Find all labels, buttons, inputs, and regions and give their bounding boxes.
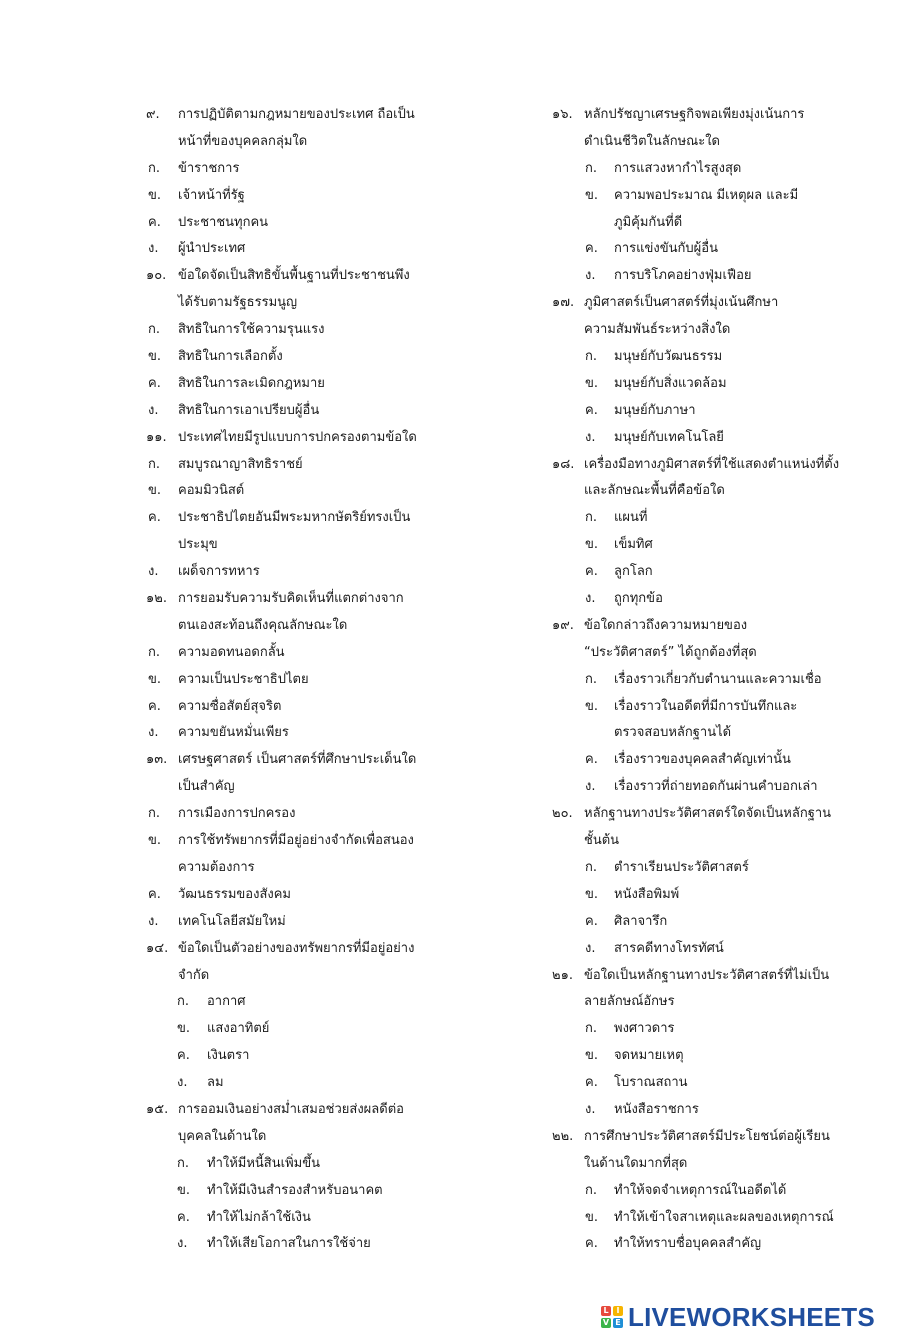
option-item [146,667,446,694]
option-text: หนังสือราชการ [614,1101,699,1117]
question-text: จำกัด [178,967,210,983]
option-item [146,640,446,667]
option-item [552,236,852,263]
option-item [146,1070,446,1097]
option-text: ทำให้มีเงินสำรองสำหรับอนาคต [207,1182,383,1198]
question-line [146,425,446,452]
option-item [552,1178,852,1205]
question-number: ๒๐. [552,806,573,822]
option-item [552,532,852,559]
option-item [146,989,446,1016]
option-text: เผด็จการทหาร [178,564,260,580]
question-text: การออมเงินอย่างสม่ำเสมอช่วยส่งผลดีต่อ [178,1101,404,1117]
question-line [146,129,446,156]
option-item [552,1016,852,1043]
option-letter: ค. [177,1209,190,1225]
question-text: เป็นสำคัญ [178,779,235,795]
question-number: ๑๘. [552,456,575,472]
option-text: การใช้ทรัพยากรที่มีอยู่อย่างจำกัดเพื่อสนอง [178,833,414,849]
question-number: ๑๙. [552,617,574,633]
option-letter: ข. [148,833,162,849]
question-text: ลายลักษณ์อักษร [584,994,675,1010]
option-item [146,909,446,936]
option-text: ความเป็นประชาธิปไตย [178,671,309,687]
question-line [552,801,852,828]
question-number: ๙. [146,107,160,122]
option-item [146,452,446,479]
option-text: เทคโนโลยีสมัยใหม่ [178,913,286,929]
option-text: มนุษย์กับเทคโนโลยี [614,429,724,445]
option-item [146,183,446,210]
option-text: หนังสือพิมพ์ [614,886,680,902]
question-block [552,102,852,290]
right-column [552,102,852,1258]
option-letter: ง. [585,940,596,956]
left-column [146,102,446,1258]
option-item [146,1178,446,1205]
option-text: สิทธิในการละเมิดกฎหมาย [178,375,325,391]
option-item [146,1016,446,1043]
question-text: เศรษฐศาสตร์ เป็นศาสตร์ที่ศึกษาประเด็นใด [178,752,417,768]
question-text: ข้อใดจัดเป็นสิทธิขั้นพื้นฐานที่ประชาชนพึง [178,268,410,284]
question-block [146,936,446,1097]
option-letter: ค. [585,1075,598,1091]
option-letter: ข. [148,187,162,203]
question-line [552,1151,852,1178]
option-letter: ข. [177,1021,191,1037]
option-item [146,559,446,586]
option-letter: ก. [177,994,190,1010]
question-line [552,1124,852,1151]
option-item [552,694,852,721]
option-text-continued: ประมุข [178,537,218,553]
option-text: ลม [207,1075,224,1091]
option-text: สิทธิในการเลือกตั้ง [178,349,283,365]
option-letter: ก. [148,456,161,472]
option-item [146,505,446,532]
option-item [146,694,446,721]
option-text: ทำให้มีหนี้สินเพิ่มขึ้น [207,1155,320,1171]
option-letter: ง. [177,1236,188,1252]
question-line [146,774,446,801]
option-letter: ง. [148,564,159,580]
option-text: เข็มทิศ [614,537,653,553]
question-text: และลักษณะพื้นที่คือข้อใด [584,483,725,499]
option-item [552,1043,852,1070]
question-text: ความสัมพันธ์ระหว่างสิ่งใด [584,322,731,338]
option-letter: ก. [148,806,161,822]
option-item [552,559,852,586]
option-item [552,909,852,936]
option-text: เรื่องราวในอดีตที่มีการบันทึกและ [614,698,798,714]
option-letter: ค. [148,510,161,526]
question-text: หน้าที่ของบุคคลกลุ่มใด [178,133,308,149]
option-text: ลูกโลก [614,564,653,580]
option-letter: ข. [585,375,599,391]
question-text: การศึกษาประวัติศาสตร์มีประโยชน์ต่อผู้เรียน [584,1128,830,1144]
option-item [146,398,446,425]
option-item [552,1231,852,1258]
option-letter: ค. [585,913,598,929]
option-item [552,344,852,371]
question-text: ภูมิศาสตร์เป็นศาสตร์ที่มุ่งเน้นศึกษา [584,295,779,311]
option-text: ความขยันหมั่นเพียร [178,725,289,741]
option-text: เรื่องราวเกี่ยวกับตำนานและความเชื่อ [614,671,822,687]
question-line [552,478,852,505]
option-letter: ค. [585,241,598,257]
option-item [552,1097,852,1124]
option-letter: ค. [148,214,161,230]
question-text: ในด้านใดมากที่สุด [584,1155,688,1171]
option-item [552,1205,852,1232]
option-continuation [146,855,446,882]
question-text: ดำเนินชีวิตในลักษณะใด [584,133,720,149]
question-block [146,102,446,263]
option-item [146,1231,446,1258]
question-block [146,586,446,747]
question-line [552,640,852,667]
option-text: แผนที่ [614,510,648,526]
option-letter: ง. [585,591,596,607]
question-line [146,263,446,290]
question-number: ๑๑. [146,429,167,445]
option-text: การแข่งขันกับผู้อื่น [614,241,718,257]
option-item [146,720,446,747]
option-letter: ข. [585,537,599,553]
question-line [146,586,446,613]
question-block [552,452,852,613]
option-letter: ก. [148,644,161,660]
option-text: การแสวงหากำไรสูงสุด [614,160,742,176]
option-item [146,1043,446,1070]
question-text: ข้อใดเป็นหลักฐานทางประวัติศาสตร์ที่ไม่เป็น [584,967,830,983]
option-item [552,425,852,452]
option-item [146,344,446,371]
option-text: ตำราเรียนประวัติศาสตร์ [614,859,749,875]
question-text: ชั้นต้น [584,833,620,849]
question-number: ๑๐. [146,268,167,284]
option-letter: ค. [585,1236,598,1252]
option-item [146,801,446,828]
option-letter: ก. [585,1182,598,1198]
option-continuation [146,532,446,559]
question-line [146,613,446,640]
option-letter: ง. [177,1075,188,1091]
option-item [552,398,852,425]
question-line [146,290,446,317]
option-text-continued: ภูมิคุ้มกันที่ดี [614,214,683,230]
logo-mark-tile: E [613,1318,623,1328]
question-line [552,989,852,1016]
option-text: เรื่องราวที่ถ่ายทอดกันผ่านคำบอกเล่า [614,779,818,795]
option-text: ทำให้ไม่กล้าใช้เงิน [207,1209,311,1225]
option-letter: ค. [585,752,598,768]
question-line [552,317,852,344]
question-text: หลักฐานทางประวัติศาสตร์ใดจัดเป็นหลักฐาน [584,806,832,822]
question-number: ๑๖. [552,107,573,122]
option-item [552,667,852,694]
question-line [146,963,446,990]
option-text: ประชาธิปไตยอันมีพระมหากษัตริย์ทรงเป็น [178,510,411,526]
question-block [146,1097,446,1258]
option-text: ทำให้จดจำเหตุการณ์ในอดีตได้ [614,1182,787,1198]
option-letter: ง. [148,402,159,418]
option-text: การบริโภคอย่างฟุ่มเฟือย [614,268,752,284]
question-block [146,263,446,424]
option-item [552,882,852,909]
option-item [146,156,446,183]
option-text-continued: ความต้องการ [178,859,255,875]
option-letter: ง. [148,913,159,929]
option-text: ผู้นำประเทศ [178,241,246,257]
option-text: แสงอาทิตย์ [207,1021,270,1037]
question-line [552,290,852,317]
option-text: ทำให้เสียโอกาสในการใช้จ่าย [207,1236,371,1252]
option-text: มนุษย์กับภาษา [614,402,696,418]
option-item [146,478,446,505]
question-line [146,936,446,963]
option-text: ความพอประมาณ มีเหตุผล และมี [614,187,799,203]
option-text: มนุษย์กับสิ่งแวดล้อม [614,375,727,391]
question-line [552,963,852,990]
option-item [552,505,852,532]
option-text: ข้าราชการ [178,160,240,176]
question-text: หลักปรัชญาเศรษฐกิจพอเพียงมุ่งเน้นการ [584,107,805,122]
question-text: ข้อใดเป็นตัวอย่างของทรัพยากรที่มีอยู่อย่าง [178,940,415,956]
option-letter: ก. [585,1021,598,1037]
option-item [552,586,852,613]
question-number: ๒๒. [552,1128,574,1144]
question-line [146,1124,446,1151]
option-text: ความอดทนอดกลั้น [178,644,285,660]
option-letter: ข. [585,886,599,902]
question-number: ๑๓. [146,752,168,768]
option-letter: ค. [148,375,161,391]
option-letter: ก. [585,160,598,176]
option-letter: ง. [585,779,596,795]
option-letter: ง. [585,268,596,284]
option-text: เรื่องราวของบุคคลสำคัญเท่านั้น [614,752,791,768]
question-line [552,828,852,855]
question-text: เครื่องมือทางภูมิศาสตร์ที่ใช้แสดงตำแหน่งที่ตั้ง [584,456,840,472]
option-text: ศิลาจารึก [614,913,668,929]
question-text: ได้รับตามรัฐธรรมนูญ [178,295,298,311]
option-text-continued: ตรวจสอบหลักฐานได้ [614,725,732,741]
option-text: คอมมิวนิสต์ [178,483,245,499]
option-letter: ก. [585,510,598,526]
question-number: ๒๑. [552,967,573,983]
question-number: ๑๒. [146,591,167,607]
option-text: เงินตรา [207,1048,250,1064]
option-item [552,747,852,774]
option-text: พงศาวดาร [614,1021,675,1037]
question-block [552,290,852,451]
option-text: สารคดีทางโทรทัศน์ [614,940,724,956]
option-text: เจ้าหน้าที่รัฐ [178,187,245,203]
logo-mark-tile: L [601,1306,611,1316]
option-letter: ก. [148,160,161,176]
option-letter: ข. [148,671,162,687]
option-item [552,371,852,398]
question-text: บุคคลในด้านใด [178,1128,267,1144]
question-number: ๑๔. [146,940,169,956]
option-letter: ง. [585,429,596,445]
question-line [552,613,852,640]
question-line [552,452,852,479]
logo-mark-tile: V [602,1318,610,1327]
option-letter: ค. [585,402,598,418]
option-letter: ก. [148,322,161,338]
question-text: ประเทศไทยมีรูปแบบการปกครองตามข้อใด [178,429,417,445]
option-letter: ก. [177,1155,190,1171]
option-item [552,936,852,963]
option-letter: ข. [177,1182,191,1198]
option-item [146,828,446,855]
option-text: ทำให้เข้าใจสาเหตุและผลของเหตุการณ์ [614,1209,834,1225]
option-letter: ข. [585,1209,599,1225]
option-item [146,882,446,909]
option-item [552,1070,852,1097]
question-text: ตนเองสะท้อนถึงคุณลักษณะใด [178,617,348,633]
option-letter: ข. [585,1048,599,1064]
option-item [552,183,852,210]
option-text: โบราณสถาน [614,1075,688,1091]
question-number: ๑๕. [146,1101,169,1117]
option-letter: ค. [148,698,161,714]
question-line [552,102,852,129]
option-continuation [552,720,852,747]
option-text: วัฒนธรรมของสังคม [178,886,291,902]
question-block [146,425,446,586]
option-letter: ง. [148,241,159,257]
option-continuation [552,210,852,237]
option-letter: ค. [148,886,161,902]
option-letter: ข. [585,698,599,714]
logo-mark-icon [601,1306,623,1328]
option-item [146,210,446,237]
question-block [146,747,446,935]
option-letter: ข. [148,349,162,365]
liveworksheets-logo [601,1300,875,1334]
question-text: “ประวัติศาสตร์” ได้ถูกต้องที่สุด [584,644,757,660]
logo-text: LIVEWORKSHEETS [628,1301,875,1332]
option-letter: ง. [585,1101,596,1117]
option-text: สมบูรณาญาสิทธิราชย์ [178,456,303,472]
option-item [552,263,852,290]
option-item [552,156,852,183]
option-text: ทำให้ทราบชื่อบุคคลสำคัญ [614,1236,762,1252]
option-item [146,371,446,398]
option-text: ความซื่อสัตย์สุจริต [178,698,282,714]
option-letter: ง. [148,725,159,741]
option-text: อากาศ [207,994,246,1010]
option-letter: ค. [585,564,598,580]
option-letter: ก. [585,859,598,875]
option-item [552,774,852,801]
option-text: ถูกทุกข้อ [614,591,663,607]
question-text: การปฏิบัติตามกฎหมายของประเทศ ถือเป็น [178,107,415,122]
option-text: จดหมายเหตุ [614,1048,684,1064]
question-block [552,963,852,1124]
option-text: มนุษย์กับวัฒนธรรม [614,349,723,365]
option-item [146,1205,446,1232]
question-line [146,747,446,774]
option-item [146,317,446,344]
option-item [552,855,852,882]
question-line [146,102,446,129]
question-number: ๑๗. [552,295,575,311]
option-text: ประชาชนทุกคน [178,214,269,230]
option-letter: ค. [177,1048,190,1064]
option-text: สิทธิในการเอาเปรียบผู้อื่น [178,402,320,418]
option-text: การเมืองการปกครอง [178,806,296,822]
option-item [146,1151,446,1178]
question-text: ข้อใดกล่าวถึงความหมายของ [584,617,748,633]
question-text: การยอมรับความรับคิดเห็นที่แตกต่างจาก [178,591,404,607]
option-letter: ก. [585,671,598,687]
option-letter: ข. [585,187,599,203]
question-block [552,613,852,801]
question-block [552,801,852,962]
option-item [146,236,446,263]
question-line [146,1097,446,1124]
question-line [552,129,852,156]
question-block [552,1124,852,1258]
option-letter: ข. [148,483,162,499]
logo-mark-tile: I [613,1306,623,1316]
option-text: สิทธิในการใช้ความรุนแรง [178,322,325,338]
option-letter: ก. [585,349,598,365]
